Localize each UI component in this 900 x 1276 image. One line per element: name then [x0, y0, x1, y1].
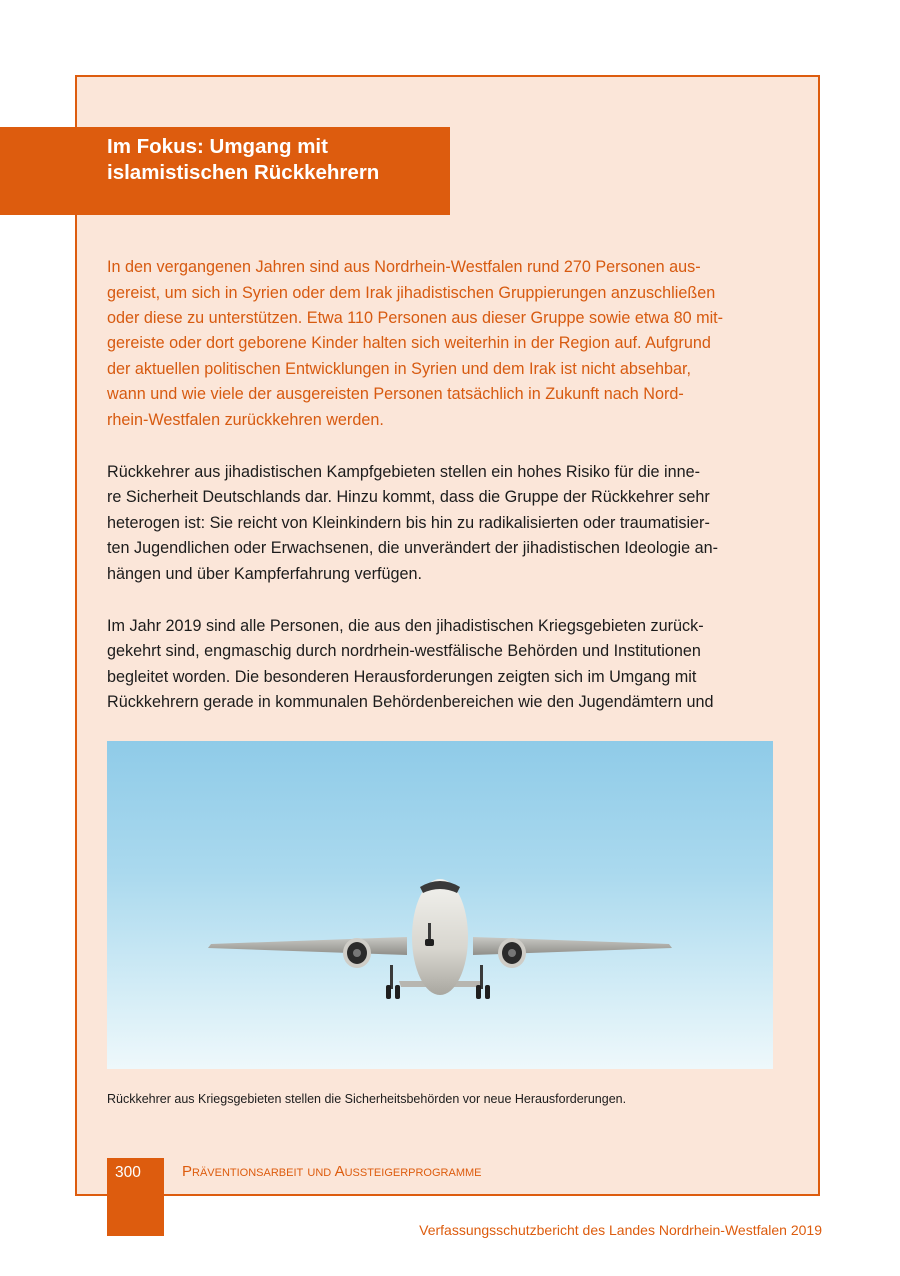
intro-line: wann und wie viele der ausgereisten Personen tatsächlich in Zukunft nach Nord- [107, 385, 684, 403]
left-wing [208, 937, 407, 955]
photo-caption: Rückkehrer aus Kriegsgebieten stellen die Sicherheitsbehörden vor neue Herausforderungen. [107, 1092, 627, 1106]
intro-line: oder diese zu unterstützen. Etwa 110 Personen aus dieser Gruppe sowie etwa 80 mit- [107, 309, 724, 327]
body-line: gekehrt sind, engmaschig durch nordrhein-westfälische Behörden und Institutionen [107, 642, 701, 660]
body-line: heterogen ist: Sie reicht von Kleinkindern bis hin zu radikalisierten oder traumatisier- [107, 514, 710, 532]
body-line: ten Jugendlichen oder Erwachsenen, die unverändert der jihadistischen Ideologie an- [107, 539, 719, 557]
fuselage [412, 879, 468, 995]
focus-heading [107, 134, 437, 186]
intro-line: gereiste oder dort geborene Kinder halten sich weiterhin in der Region auf. Aufgrund [107, 334, 711, 352]
body-line: Rückkehrern gerade in kommunalen Behördenbereichen wie den Jugendämtern und [107, 693, 714, 711]
airplane-illustration [107, 741, 773, 1069]
page-number: 300 [115, 1164, 141, 1181]
heading-line-1: Im Fokus: Umgang mit [107, 135, 328, 158]
airplane-photo [107, 741, 773, 1069]
intro-line: der aktuellen politischen Entwicklungen in Syrien und dem Irak ist nicht absehbar, [107, 360, 691, 378]
intro-line: rhein-Westfalen zurückkehren werden. [107, 411, 384, 429]
body-line: Im Jahr 2019 sind alle Personen, die aus den jihadistischen Kriegsgebieten zurück- [107, 617, 704, 635]
body-line: hängen und über Kampferfahrung verfügen. [107, 565, 422, 583]
intro-line: gereist, um sich in Syrien oder dem Irak jihadistischen Gruppierungen anzuschließen [107, 284, 716, 302]
body-line: re Sicherheit Deutschlands dar. Hinzu kommt, dass die Gruppe der Rückkehrer sehr [107, 488, 710, 506]
publication-footer: Verfassungsschutzbericht des Landes Nordrhein-Westfalen 2019 [419, 1222, 822, 1238]
body-line: begleitet worden. Die besonderen Herausforderungen zeigten sich im Umgang mit [107, 668, 697, 686]
heading-line-2: islamistischen Rückkehrern [107, 161, 380, 184]
intro-line: In den vergangenen Jahren sind aus Nordrhein-Westfalen rund 270 Personen aus- [107, 258, 701, 276]
section-title: Präventionsarbeit und Aussteigerprogramme [182, 1163, 482, 1180]
body-line: Rückkehrer aus jihadistischen Kampfgebieten stellen ein hohes Risiko für die inne- [107, 463, 700, 481]
